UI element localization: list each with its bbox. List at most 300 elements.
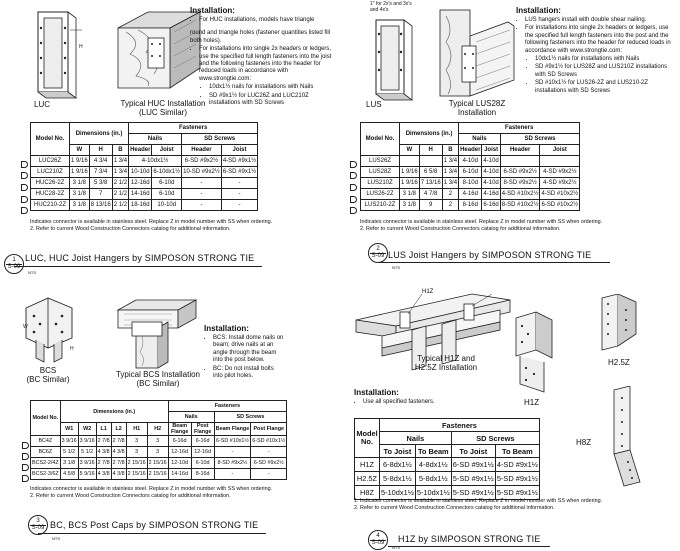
cell: 2 1/2 — [112, 189, 128, 200]
cell: 6-SD #9x1½ — [221, 167, 257, 178]
col-header: Header — [129, 145, 152, 156]
cell: 1 9/16 — [400, 167, 420, 178]
cell: 4-SD #9x2½ — [540, 178, 580, 189]
cell: 8-16d — [191, 469, 214, 480]
table-row — [355, 458, 540, 472]
col-beam-flange: Beam Flange — [168, 423, 191, 436]
h1z-installation — [354, 388, 494, 407]
cell: 3 — [147, 447, 168, 458]
cell: 5-10dx1½ — [415, 486, 451, 500]
lus-panel-title: LUS Joist Hangers by SIMPOSON STRONG TIE — [388, 250, 592, 260]
cell: 6-10dx1½ — [152, 167, 182, 178]
cell: 1 3/4 — [442, 156, 458, 167]
cell: 5-SD #9x1½ — [495, 472, 539, 486]
cell: 3 — [147, 436, 168, 447]
cell: 2 — [442, 200, 458, 211]
sheet-number: 4 — [376, 533, 380, 539]
h1z-caption-line1: Typical H1Z and — [417, 354, 475, 363]
col-nails: Nails — [459, 134, 501, 145]
cell: - — [182, 178, 222, 189]
panel-bcs — [0, 290, 340, 551]
bcs-label — [16, 366, 80, 384]
cell: 5 3/8 — [89, 178, 112, 189]
col-w: W — [400, 145, 420, 156]
luc-hanger-drawing — [30, 8, 85, 100]
cell: 3 — [126, 447, 147, 458]
luc-spec-table — [30, 122, 258, 211]
lus-install-item: • SD #9x1½ for LUS28Z and LUS210Z installations with SD Screws — [535, 64, 676, 79]
cell: 3 9/16 — [60, 436, 78, 447]
cell: 14-16d — [168, 469, 191, 480]
luc-note: Indicates connector is available in stainless steel. Replace Z in model number with SS when ordering. — [30, 219, 273, 225]
cell: 6-10d — [152, 189, 182, 200]
lus-install-item: • LUS hangers install with double shear nailing. — [525, 17, 676, 24]
col-nails: Nails — [129, 134, 182, 145]
cell: 6-SD #9x2½ — [500, 167, 540, 178]
cell: 4 3/8 — [111, 469, 126, 480]
col-model: Model No. — [31, 401, 61, 436]
svg-text:H: H — [70, 346, 74, 352]
col-to-beam: To Beam — [495, 445, 539, 458]
cell: 6-SD #10x1½ — [214, 436, 251, 447]
col-header: Header — [500, 145, 540, 156]
cell: 2 15/16 — [126, 469, 147, 480]
sheet-ref: S-09 — [7, 264, 21, 270]
col-sd: SD Screws — [214, 412, 287, 423]
lus-install-item: • 10dx1½ nails for installations with Nails — [535, 56, 676, 63]
cell: 12-10d — [168, 458, 191, 469]
sheet-ref: S-09 — [371, 253, 385, 259]
cell: 7 — [89, 189, 112, 200]
col-post-flange: Post Flange — [191, 423, 214, 436]
luc-sheet-bubble — [4, 254, 24, 274]
bcs-install-item: • BC: Do not install bolts into pilot holes. — [213, 366, 284, 381]
col-nails: Nails — [380, 432, 452, 445]
row-marker — [350, 172, 357, 179]
bcs-label-line1: BCS — [39, 366, 57, 375]
col-fasteners: Fasteners — [129, 123, 258, 134]
row-marker — [21, 161, 28, 168]
row-marker — [21, 207, 28, 214]
luc-panel-title: LUC, HUC Joist Hangers by SIMPOSON STRONG TIE — [25, 253, 255, 263]
row-marker — [21, 196, 28, 203]
h8z-label: H8Z — [576, 438, 592, 447]
cell: 7 13/16 — [419, 178, 442, 189]
bcs-caption-line2: (BC Similar) — [136, 379, 180, 388]
bcs-installation-drawing — [112, 294, 198, 370]
cell: 3 1/8 — [70, 200, 90, 211]
cell: 4-SD #10x2½ — [500, 189, 540, 200]
cell: LUS26Z — [361, 156, 400, 167]
bcs-installation — [204, 324, 284, 381]
cell: 4-SD #9x1½ — [495, 458, 539, 472]
h1z-caption-line2: H2.5Z Installation — [414, 363, 478, 372]
nts-label: NTS — [52, 536, 60, 541]
col-dimensions: Dimensions (in.) — [400, 123, 459, 145]
row-marker — [350, 207, 357, 214]
cell: 3 1/8 — [60, 458, 78, 469]
col-h: H — [89, 145, 112, 156]
col-post-flange: Post Flange — [251, 423, 287, 436]
col-model: Model No. — [361, 123, 400, 156]
cell: LUS210-2Z — [361, 200, 400, 211]
table-row — [31, 469, 287, 480]
cell: 5-8dx1½ — [380, 472, 416, 486]
cell — [540, 156, 580, 167]
h1z-panel-title: H1Z by SIMPOSON STRONG TIE — [398, 534, 541, 544]
h8z-connector-drawing — [606, 386, 646, 488]
lus-installation-title: Installation: — [516, 6, 561, 15]
table-row — [31, 200, 258, 211]
col-model: Model No. — [355, 419, 380, 458]
cell: 8-10d — [459, 178, 482, 189]
cell: 6-16d — [482, 200, 500, 211]
cell: LUC26Z — [31, 156, 70, 167]
luc-install-item: • SD #9x1½ for LUC26Z and LUC210Z installations with SD Screws — [209, 93, 340, 108]
cell: 2 7/8 — [96, 436, 111, 447]
cell: 18-16d — [129, 200, 152, 211]
bcs-notes — [30, 486, 330, 499]
cell: HUC26-2Z — [31, 178, 70, 189]
bcs-post-cap-drawing — [18, 294, 80, 364]
cell: HUC210-2Z — [31, 200, 70, 211]
cell: 6-SD #9x2½ — [251, 458, 287, 469]
huc-caption-line1: Typical HUC Installation — [120, 99, 206, 108]
bcs-spec-table — [30, 400, 287, 480]
lus-caption-line2: Installation — [457, 108, 497, 117]
cell: 1 9/16 — [70, 167, 90, 178]
luc-install-item: • 10dx1½ nails for installations with Nails — [209, 84, 340, 91]
cell: 12-16d — [191, 447, 214, 458]
table-row — [31, 458, 287, 469]
h1z-spec-table — [354, 418, 540, 500]
sheet-ref: S-09 — [371, 540, 385, 546]
col-to-joist: To Joist — [380, 445, 416, 458]
cell: LUC210Z — [31, 167, 70, 178]
cell: 4 5/8 — [60, 469, 78, 480]
luc-notes — [30, 219, 330, 232]
cell: 10-SD #9x2½ — [182, 167, 222, 178]
title-underline — [388, 546, 550, 547]
lus-caption-line1: Typical LUS28Z — [448, 99, 506, 108]
cell: 3 9/16 — [78, 436, 96, 447]
table-row — [361, 167, 580, 178]
cell: - — [221, 189, 257, 200]
luc-install-item: • For installations into single 2x headers or ledgers, use the specified full length fasteners into the joist and the following fasteners into the header for reduced loads in accordance with www.strongtie.com: — [199, 46, 340, 83]
col-fasteners: Fasteners — [459, 123, 580, 134]
cell: 3 1/8 — [70, 189, 90, 200]
cell: 6-SD #9x1½ — [451, 458, 495, 472]
cell: 7 3/4 — [89, 167, 112, 178]
cell: 5-SD #9x1½ — [495, 486, 539, 500]
luc-installation — [190, 6, 340, 108]
cell: 2 1/2 — [112, 178, 128, 189]
cell: 2 7/8 — [111, 436, 126, 447]
nts-label: NTS — [28, 270, 36, 275]
cell: 8 13/16 — [89, 200, 112, 211]
luc-note: 2. Refer to current Wood Construction Connectors catalog for additional information. — [30, 225, 231, 232]
h1z-notes — [354, 498, 604, 511]
cell: 4-10d — [459, 156, 482, 167]
svg-text:H: H — [79, 44, 83, 50]
row-marker — [350, 184, 357, 191]
h1z-connector-label: H1Z — [524, 398, 540, 407]
cell: 1 9/16 — [400, 178, 420, 189]
col-l2: L2 — [111, 423, 126, 436]
cell: 8-16d — [459, 200, 482, 211]
col-beam-flange: Beam Flange — [214, 423, 251, 436]
title-underline — [14, 266, 262, 267]
lus-dimension-callout: 1" for 2x's and 3x's and 4x's — [370, 1, 412, 13]
table-row — [355, 472, 540, 486]
col-to-joist: To Joist — [451, 445, 495, 458]
cell: 4-SD #10x2½ — [540, 189, 580, 200]
col-joist: Joist — [482, 145, 500, 156]
cell: 6-10d — [152, 178, 182, 189]
col-h2: H2 — [147, 423, 168, 436]
cell: 4-16d — [482, 189, 500, 200]
cell: LUS28Z — [361, 167, 400, 178]
cell: 12-16d — [168, 447, 191, 458]
cell: 4-10d — [482, 178, 500, 189]
cell: 5-SD #9x1½ — [451, 486, 495, 500]
luc-install-item: • For HUC installations, models have triangle — [199, 17, 340, 24]
cell: 6-16d — [191, 436, 214, 447]
lus-install-item: • For installations into single 2x headers or ledgers, use the specified full length fasteners into the post and the following fasteners into the header for reduced loads in accordance with www.strongtie.com: — [525, 25, 676, 55]
cell: BCS2-3/6Z — [31, 469, 61, 480]
h1z-installation-title: Installation: — [354, 388, 399, 397]
col-w1: W1 — [60, 423, 78, 436]
cell: - — [182, 189, 222, 200]
cell: 4-10d — [482, 156, 500, 167]
cell: - — [182, 200, 222, 211]
cell: 2 — [442, 189, 458, 200]
cell: 4-10d — [482, 167, 500, 178]
col-b: B — [442, 145, 458, 156]
cell: 6-SD #9x2½ — [182, 156, 222, 167]
cell: 6 5/8 — [419, 167, 442, 178]
cell: 1 3/4 — [442, 167, 458, 178]
h1z-caption — [406, 354, 486, 372]
col-sd: SD Screws — [182, 134, 258, 145]
col-b: B — [112, 145, 128, 156]
cell: 6-10d — [459, 167, 482, 178]
col-w2: W2 — [78, 423, 96, 436]
lus-spec-table — [360, 122, 580, 211]
h1z-connector-drawing — [510, 310, 558, 396]
bcs-label-line2: (BC Similar) — [26, 375, 70, 384]
luc-installation-title: Installation: — [190, 6, 235, 15]
bcs-note: Indicates connector is available in stainless steel. Replace Z in model number with SS when ordering. — [30, 486, 273, 492]
cell: 6-16d — [168, 436, 191, 447]
cell: 2 1/2 — [112, 200, 128, 211]
row-marker — [22, 464, 29, 471]
cell: - — [214, 447, 251, 458]
cell: 3 1/8 — [70, 178, 90, 189]
cell: 4 3/8 — [111, 447, 126, 458]
bcs-sheet-bubble — [28, 515, 48, 535]
lus-sheet-bubble — [368, 243, 388, 263]
huc-caption-line2: (LUC Similar) — [139, 108, 187, 117]
lus-product-label: LUS — [366, 100, 382, 109]
lus-notes — [360, 219, 660, 232]
h1z-top-label: H1Z — [422, 289, 434, 295]
cell: BCS2-2/4Z — [31, 458, 61, 469]
lus-hanger-drawing — [366, 14, 421, 102]
col-sd: SD Screws — [500, 134, 579, 145]
table-row — [31, 167, 258, 178]
col-dimensions: Dimensions (in.) — [70, 123, 129, 145]
h25z-connector-drawing — [596, 294, 642, 354]
row-marker — [21, 172, 28, 179]
row-marker — [22, 475, 29, 482]
col-joist: Joist — [221, 145, 257, 156]
col-w: W — [70, 145, 90, 156]
table-row — [31, 447, 287, 458]
cell: 4 3/4 — [89, 156, 112, 167]
cell: - — [221, 200, 257, 211]
cell: 5-8dx1½ — [415, 472, 451, 486]
table-row — [31, 178, 258, 189]
cell: 5-10dx1½ — [380, 486, 416, 500]
nts-label: NTS — [392, 265, 400, 270]
col-nails: Nails — [168, 412, 214, 423]
table-row — [31, 156, 258, 167]
col-fasteners: Fasteners — [380, 419, 540, 432]
cell: LUS26-2Z — [361, 189, 400, 200]
cell: H8Z — [355, 486, 380, 500]
row-marker — [22, 453, 29, 460]
cell: BC6Z — [31, 447, 61, 458]
cell — [400, 156, 420, 167]
cell: 3 1/8 — [400, 200, 420, 211]
bcs-caption — [106, 370, 210, 388]
h25z-label: H2.5Z — [608, 358, 630, 367]
cell: 8-SD #9x2½ — [214, 458, 251, 469]
cell: H1Z — [355, 458, 380, 472]
panel-lus — [340, 0, 680, 290]
cell: 4 7/8 — [419, 189, 442, 200]
cell: 4-8dx1½ — [415, 458, 451, 472]
cell: 4-SD #9x1½ — [221, 156, 257, 167]
cell: 3 — [126, 436, 147, 447]
col-header: Header — [182, 145, 222, 156]
row-marker — [22, 442, 29, 449]
cell: 6-SD #10x1½ — [251, 436, 287, 447]
table-row — [361, 189, 580, 200]
panel-h1z — [340, 290, 680, 551]
col-model: Model No. — [31, 123, 70, 156]
cell: 4 3/8 — [96, 469, 111, 480]
lus-note: Indicates connector is available in stainless steel. Replace Z in model number with SS when ordering. — [360, 219, 603, 225]
bcs-panel-title: BC, BCS Post Caps by SIMPOSON STRONG TIE — [50, 520, 259, 530]
row-marker — [350, 196, 357, 203]
title-underline — [38, 533, 266, 534]
table-row — [31, 436, 287, 447]
cell: BC4Z — [31, 436, 61, 447]
cell: 5 1/2 — [60, 447, 78, 458]
cell: 1 3/4 — [112, 156, 128, 167]
col-l1: L1 — [96, 423, 111, 436]
lus-install-item: • SD #10x1½ for LUS26-2Z and LUS210-2Z installations with SD Screws — [535, 80, 676, 95]
col-joist: Joist — [152, 145, 182, 156]
cell: 5 9/16 — [78, 469, 96, 480]
cell: 5 1/2 — [78, 447, 96, 458]
cell: 10-10d — [152, 200, 182, 211]
cell: 6-SD #10x2½ — [540, 200, 580, 211]
cell — [419, 156, 442, 167]
cell: 4-SD #9x2½ — [540, 167, 580, 178]
cell: 4-16d — [459, 189, 482, 200]
bcs-caption-line1: Typical BCS Installation — [115, 370, 201, 379]
col-fasteners: Fasteners — [168, 401, 287, 412]
col-joist: Joist — [540, 145, 580, 156]
cell: 2 7/8 — [111, 458, 126, 469]
cell: - — [221, 178, 257, 189]
table-row — [361, 156, 580, 167]
h1z-note: 1. Indicates connector is available in stainless steel. Replace Z in model number with SS when ordering. — [354, 498, 603, 504]
cell: 5-SD #9x1½ — [451, 472, 495, 486]
table-row — [31, 189, 258, 200]
cell: HUC28-2Z — [31, 189, 70, 200]
luc-product-label: LUC — [34, 100, 51, 109]
cell: 2 15/16 — [147, 458, 168, 469]
col-h1: H1 — [126, 423, 147, 436]
sheet-number: 2 — [376, 246, 380, 252]
table-row — [361, 178, 580, 189]
cell: 1 9/16 — [70, 156, 90, 167]
cell: 2 15/16 — [126, 458, 147, 469]
cell: 2 15/16 — [147, 469, 168, 480]
col-to-beam: To Beam — [415, 445, 451, 458]
cell: 4 3/8 — [96, 447, 111, 458]
lus-note: 2. Refer to current Wood Construction Connectors catalog for additional information. — [360, 225, 561, 232]
col-dimensions: Dimensions (in.) — [60, 401, 168, 423]
cell: 3 1/8 — [400, 189, 420, 200]
svg-text:W: W — [23, 324, 28, 330]
cell: LUS210Z — [361, 178, 400, 189]
cell: 6-8dx1½ — [380, 458, 416, 472]
sheet-ref: S-09 — [31, 525, 45, 531]
cell: H2.5Z — [355, 472, 380, 486]
cell: 2 7/8 — [96, 458, 111, 469]
title-underline — [378, 262, 610, 263]
row-marker — [350, 161, 357, 168]
h1z-install-item: • Use all specified fasteners. — [363, 399, 494, 406]
cell: - — [214, 469, 251, 480]
cell: 3 9/16 — [78, 458, 96, 469]
col-header: Header — [459, 145, 482, 156]
cell: - — [251, 469, 287, 480]
cell: 1 3/4 — [442, 178, 458, 189]
cell: 14-16d — [129, 189, 152, 200]
sheet-number: 3 — [36, 518, 40, 524]
panel-luc — [0, 0, 340, 290]
cell: 9 — [419, 200, 442, 211]
table-row — [361, 200, 580, 211]
cell: 1 3/4 — [112, 167, 128, 178]
bcs-install-item: • BCS: Install dome nails on beam; drive nails at an angle through the beam into the post below. — [213, 335, 284, 365]
luc-install-item: round and triangle holes (fastener quantities listed fill both holes). — [190, 30, 331, 44]
lus-installation-drawing — [432, 6, 518, 100]
col-h: H — [419, 145, 442, 156]
lus-caption — [436, 99, 518, 117]
bcs-note: 2. Refer to current Wood Construction Connectors catalog for additional information. — [30, 492, 231, 499]
cell: 8-SD #10x2½ — [500, 200, 540, 211]
cell — [500, 156, 540, 167]
col-sd: SD Screws — [451, 432, 539, 445]
nts-label: NTS — [392, 545, 400, 550]
